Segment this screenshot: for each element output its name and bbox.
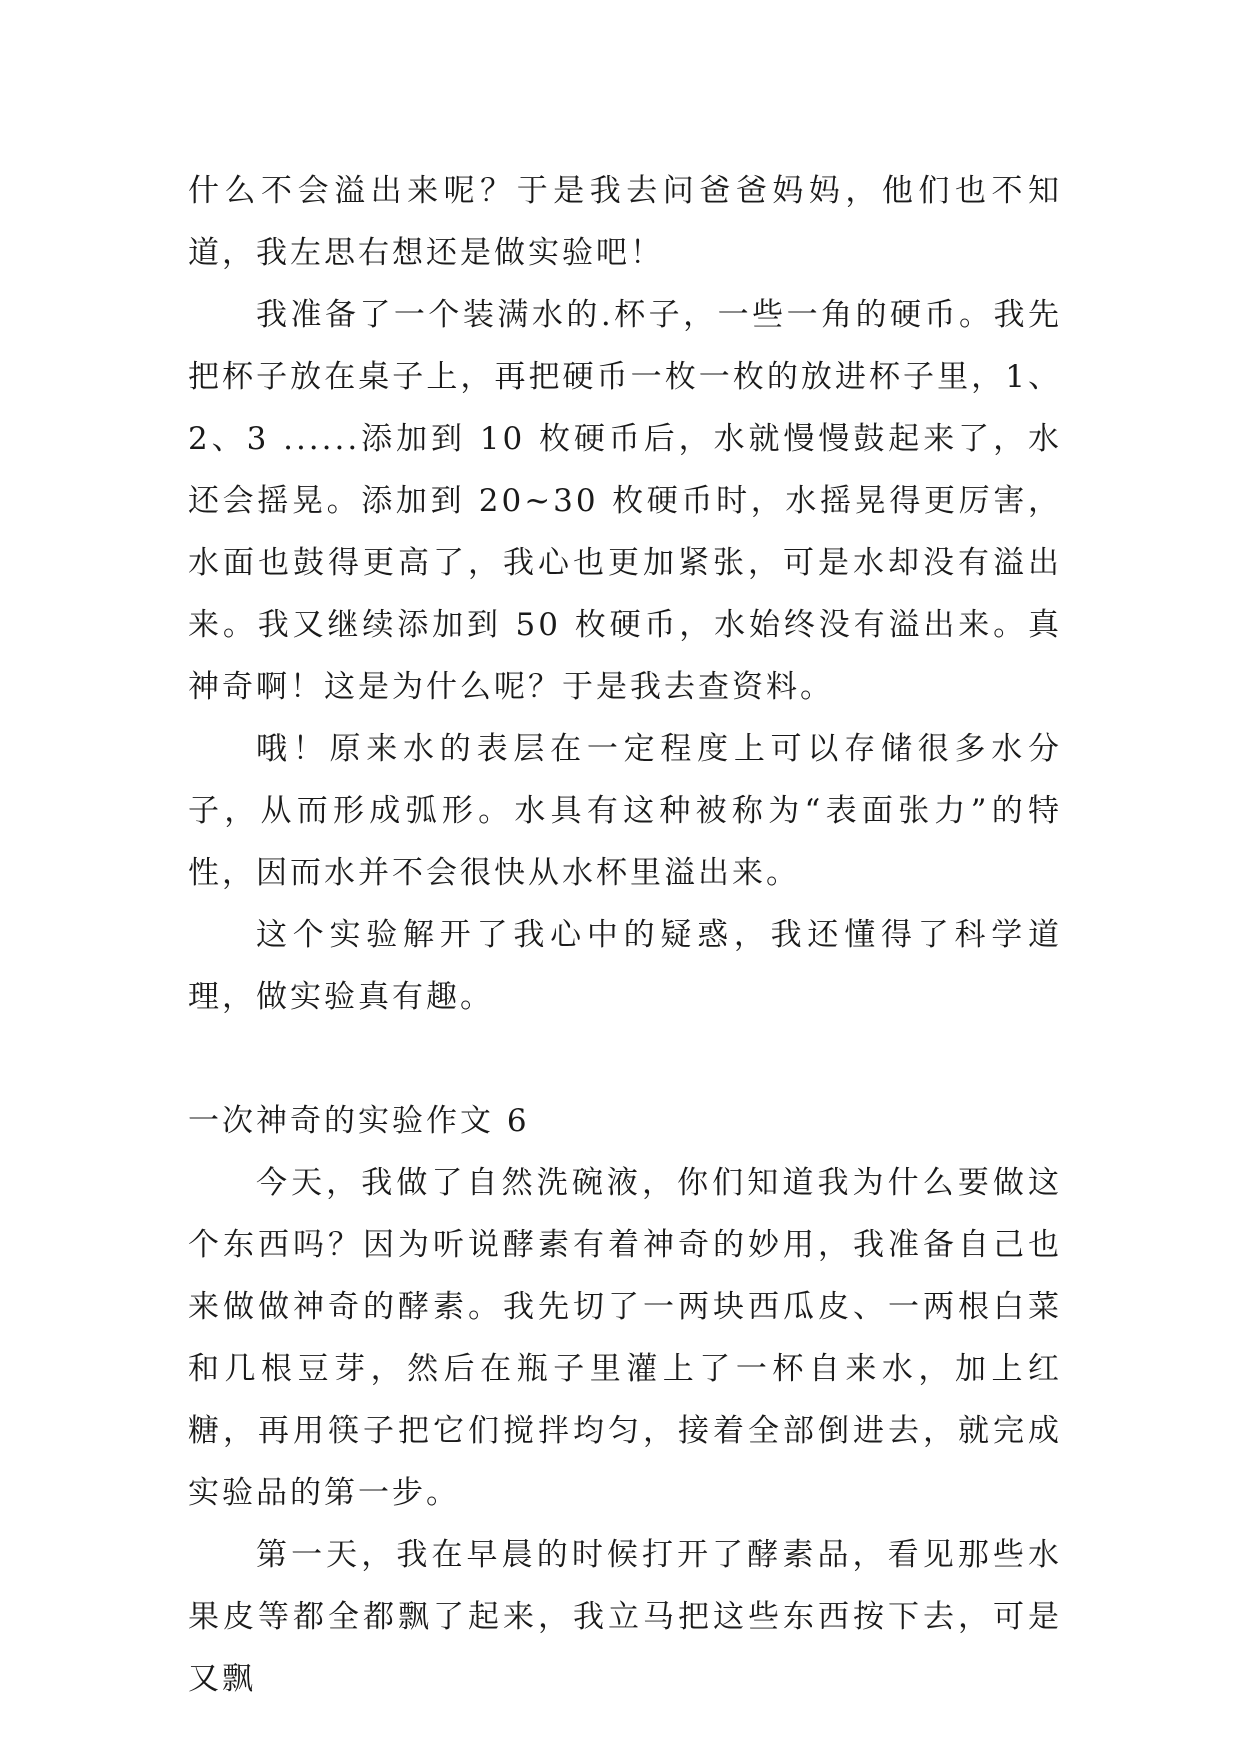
paragraph-conclusion: 这个实验解开了我心中的疑惑，我还懂得了科学道理，做实验真有趣。	[188, 917, 1062, 1015]
section-title: 一次神奇的实验作文 6	[188, 1103, 530, 1139]
paragraph-first-day: 第一天，我在早晨的时候打开了酵素品，看见那些水果皮等都全都飘了起来，我立马把这些东西按下去，可是又飘	[188, 1537, 1062, 1697]
document-body	[188, 160, 1062, 1710]
paragraph-explanation: 哦！原来水的表层在一定程度上可以存储很多水分子，从而形成弧形。水具有这种被称为“表面张力”的特性，因而水并不会很快从水杯里溢出来。	[188, 731, 1062, 891]
paragraph-continuation: 什么不会溢出来呢？于是我去问爸爸妈妈，他们也不知道，我左思右想还是做实验吧！	[188, 173, 1062, 271]
paragraph-enzyme-intro: 今天，我做了自然洗碗液，你们知道我为什么要做这个东西吗？因为听说酵素有着神奇的妙用，我准备自己也来做做神奇的酵素。我先切了一两块西瓜皮、一两根白菜和几根豆芽，然后在瓶子里灌上了一杯自来水，加上红糖，再用筷子把它们搅拌均匀，接着全部倒进去，就完成实验品的第一步。	[188, 1165, 1062, 1511]
paragraph-experiment-setup: 我准备了一个装满水的.杯子，一些一角的硬币。我先把杯子放在桌子上，再把硬币一枚一枚的放进杯子里，1、2、3 ......添加到 10 枚硬币后，水就慢慢鼓起来了，水还会摇晃。添加到 20~30 枚硬币时，水摇晃得更厉害，水面也鼓得更高了，我心也更加紧张，可是水却没有溢出来。我又继续添加到 50 枚硬币，水始终没有溢出来。真神奇啊！这是为什么呢？于是我去查资料。	[188, 297, 1062, 705]
